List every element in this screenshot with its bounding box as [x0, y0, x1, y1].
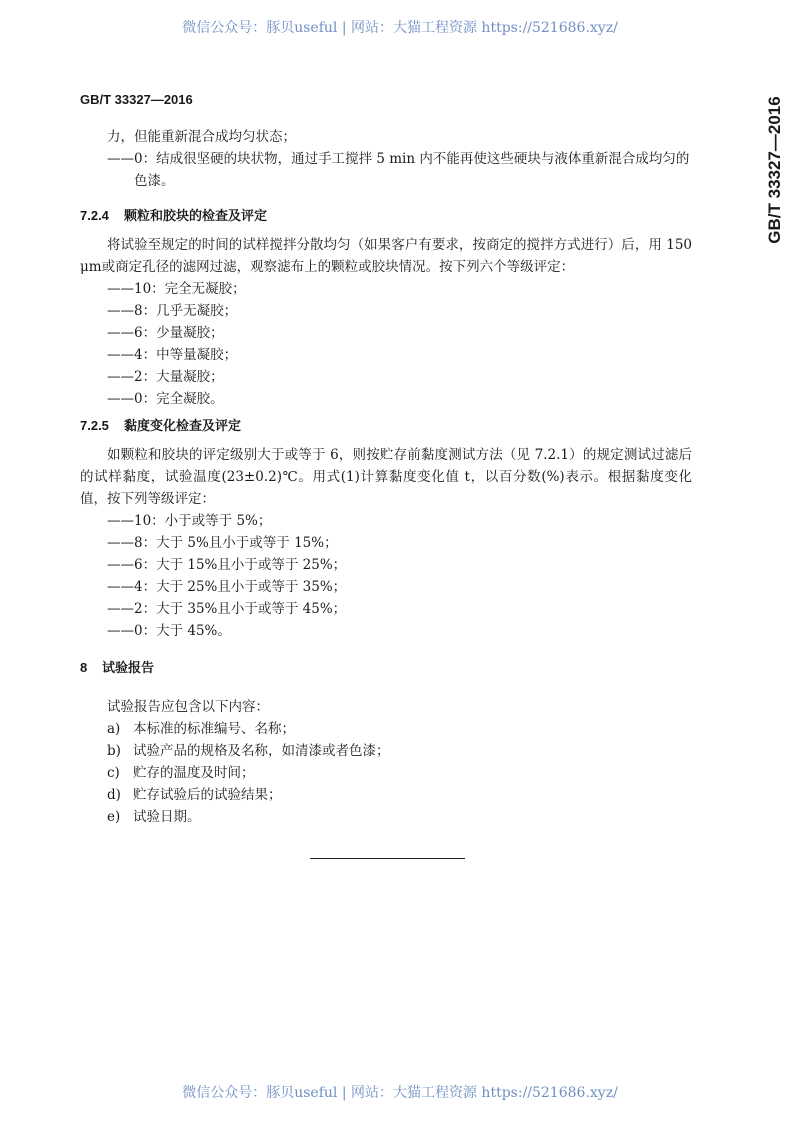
continuation-line: ——0：结成很坚硬的块状物，通过手工搅拌 5 min 内不能再使这些硬块与液体重新混合成均匀的: [107, 151, 690, 167]
section-heading-8: [80, 657, 154, 676]
list-item: ——2：大量凝胶；: [107, 369, 224, 385]
section-number: 8: [80, 660, 88, 675]
section-title: 颗粒和胶块的检查及评定: [124, 208, 268, 223]
standard-code-header: GB/T 33327—2016: [80, 92, 193, 107]
section-title: 黏度变化检查及评定: [124, 418, 242, 433]
standard-code-side: GB/T 33327—2016: [765, 96, 784, 244]
list-item: ——2：大于 35%且小于或等于 45%；: [107, 601, 347, 617]
section-heading-7-2-5: [80, 415, 241, 434]
list-item: ——0：大于 45%。: [107, 623, 231, 639]
list-item: ——4：中等量凝胶；: [107, 347, 238, 363]
list-item: ——10：完全无凝胶；: [107, 281, 246, 297]
section-title: 试验报告: [102, 660, 155, 675]
list-item: ——8：大于 5%且小于或等于 15%；: [107, 535, 338, 551]
section-heading-7-2-4: [80, 205, 267, 224]
section-paragraph: 将试验至规定的时间的试样搅拌分散均匀（如果客户有要求，按商定的搅拌方式进行）后，用 150 μm或商定孔径的滤网过滤，观察滤布上的颗粒或胶块情况。按下列六个等级评定：: [80, 237, 692, 275]
section-number: 7.2.4: [80, 208, 109, 223]
continuation-line: 色漆。: [134, 173, 175, 189]
list-item: a) 本标准的标准编号、名称；: [107, 721, 295, 737]
list-item: ——10：小于或等于 5%；: [107, 513, 272, 529]
continuation-line: 力，但能重新混合成均匀状态；: [107, 129, 296, 145]
end-rule: [310, 858, 465, 859]
grade-list: [107, 278, 246, 410]
list-item: c) 贮存的温度及时间；: [107, 765, 255, 781]
list-item: ——6：少量凝胶；: [107, 325, 224, 341]
list-item: ——4：大于 25%且小于或等于 35%；: [107, 579, 347, 595]
section-paragraph: 如颗粒和胶块的评定级别大于或等于 6，则按贮存前黏度测试方法（见 7.2.1）的规定测试过滤后的试样黏度，试验温度(23±0.2)℃。用式(1)计算黏度变化值 t，以百分数(%)表示。根据黏度变化值，按下列等级评定：: [80, 447, 692, 507]
report-list: [107, 718, 390, 828]
watermark-top: 微信公众号：豚贝useful | 网站：大猫工程资源 https://521686.xyz/: [182, 20, 618, 36]
list-item: ——0：完全凝胶。: [107, 391, 224, 407]
list-item: ——6：大于 15%且小于或等于 25%；: [107, 557, 347, 573]
watermark-bottom: 微信公众号：豚贝useful | 网站：大猫工程资源 https://521686.xyz/: [182, 1085, 618, 1101]
list-item: e) 试验日期。: [107, 809, 201, 825]
grade-list: [107, 510, 346, 642]
section-number: 7.2.5: [80, 418, 109, 433]
list-item: ——8：几乎无凝胶；: [107, 303, 238, 319]
list-item: b) 试验产品的规格及名称，如清漆或者色漆；: [107, 743, 390, 759]
section-intro: 试验报告应包含以下内容：: [107, 699, 269, 715]
list-item: d) 贮存试验后的试验结果；: [107, 787, 282, 803]
